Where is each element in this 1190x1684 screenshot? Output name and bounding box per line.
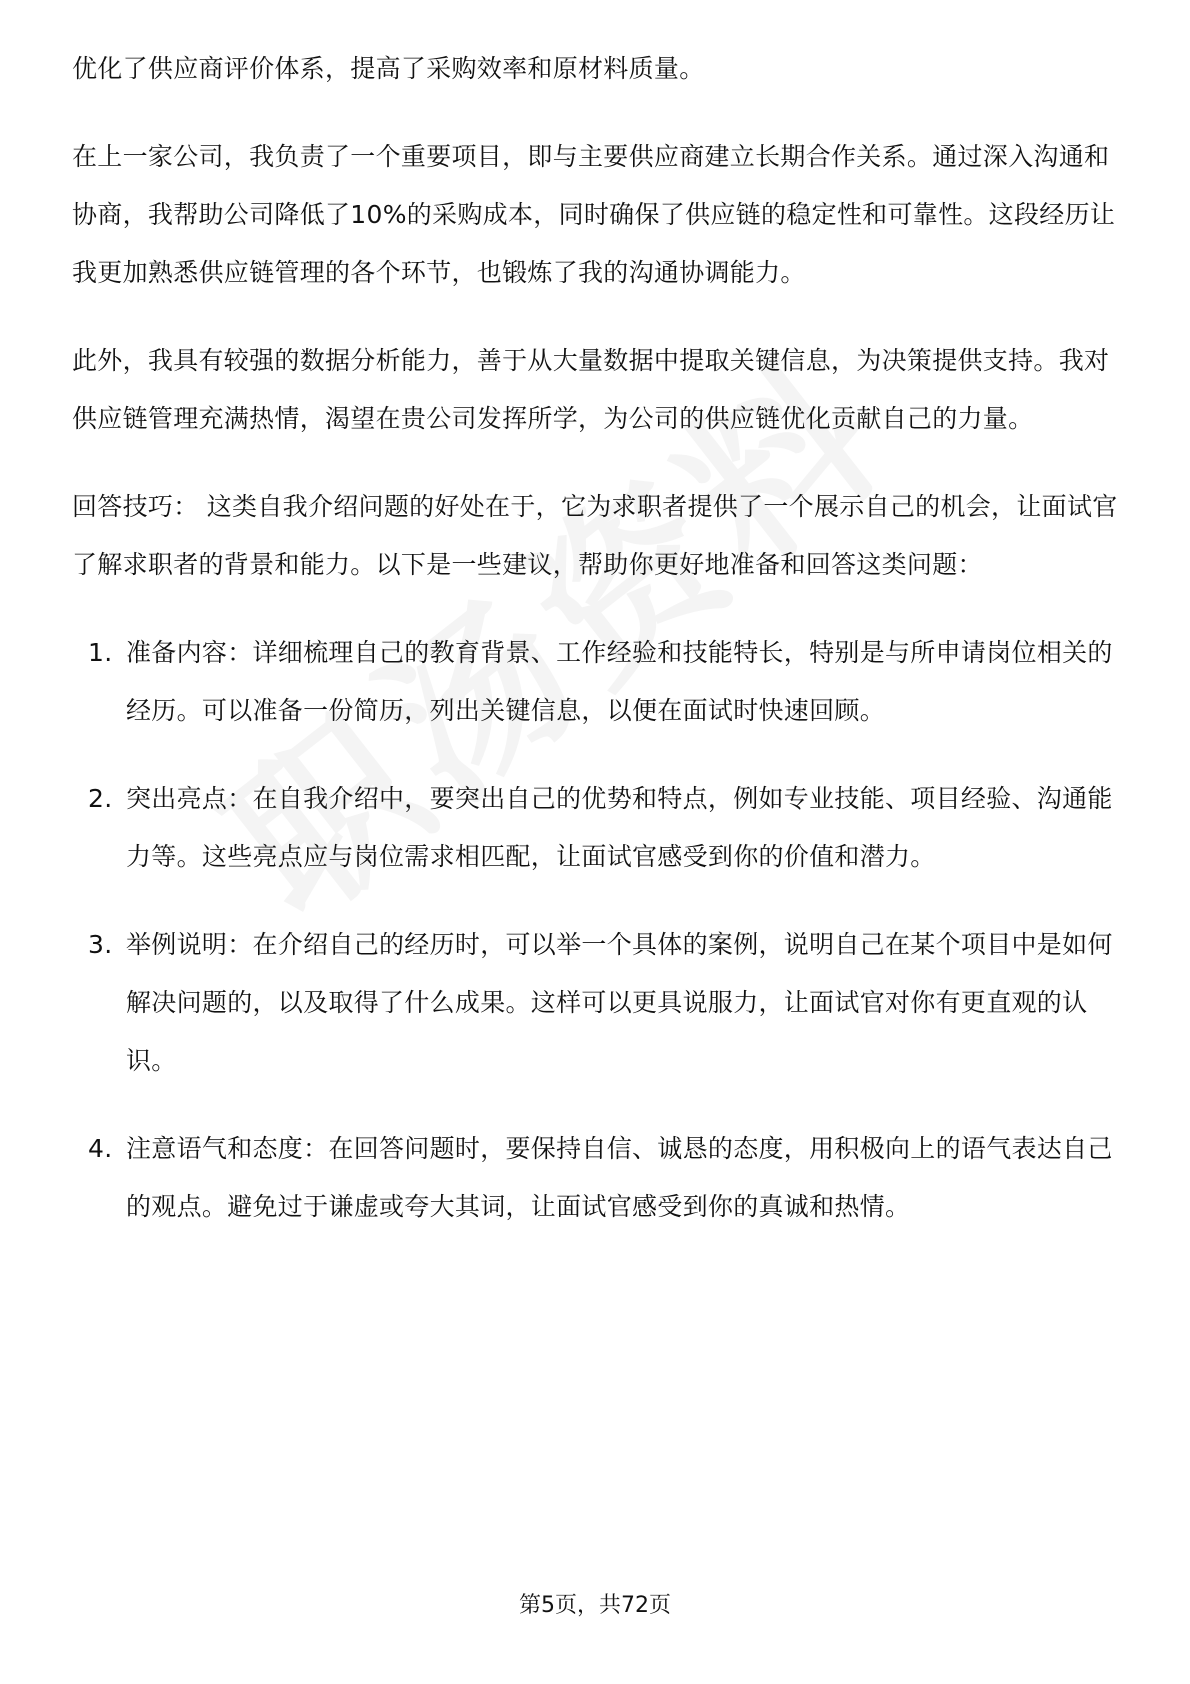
list-item	[72, 916, 1122, 1090]
paragraph-data-analysis: 此外，我具有较强的数据分析能力，善于从大量数据中提取关键信息，为决策提供支持。我对供应链管理充满热情，渴望在贵公司发挥所学，为公司的供应链优化贡献自己的力量。	[72, 346, 1110, 433]
list-item	[72, 624, 1122, 740]
list-item	[72, 770, 1122, 886]
list-item-text: 突出亮点：在自我介绍中，要突出自己的优势和特点，例如专业技能、项目经验、沟通能力等。这些亮点应与岗位需求相匹配，让面试官感受到你的价值和潜力。	[126, 784, 1113, 871]
list-item-text: 举例说明：在介绍自己的经历时，可以举一个具体的案例，说明自己在某个项目中是如何解决问题的，以及取得了什么成果。这样可以更具说服力，让面试官对你有更直观的认识。	[126, 930, 1113, 1075]
paragraph-supplier-evaluation: 优化了供应商评价体系，提高了采购效率和原材料质量。	[72, 54, 705, 83]
list-item-number: 2.	[88, 784, 113, 813]
list-item-number: 4.	[88, 1134, 113, 1163]
list-item-text: 注意语气和态度：在回答问题时，要保持自信、诚恳的态度，用积极向上的语气表达自己的观点。避免过于谦虚或夸大其词，让面试官感受到你的真诚和热情。	[126, 1134, 1113, 1221]
tips-list	[72, 624, 1122, 1236]
page-number-footer: 第5页，共72页	[519, 1593, 671, 1618]
paragraph-previous-project: 在上一家公司，我负责了一个重要项目，即与主要供应商建立长期合作关系。通过深入沟通和协商，我帮助公司降低了10%的采购成本，同时确保了供应链的稳定性和可靠性。这段经历让我更加熟悉供应链管理的各个环节，也锻炼了我的沟通协调能力。	[72, 142, 1116, 287]
document-body	[72, 40, 1122, 1266]
paragraph-answer-tips: 回答技巧： 这类自我介绍问题的好处在于，它为求职者提供了一个展示自己的机会，让面试官了解求职者的背景和能力。以下是一些建议，帮助你更好地准备和回答这类问题：	[72, 492, 1118, 579]
list-item-text: 准备内容：详细梳理自己的教育背景、工作经验和技能特长，特别是与所申请岗位相关的经历。可以准备一份简历，列出关键信息，以便在面试时快速回顾。	[126, 638, 1113, 725]
list-item-number: 1.	[88, 638, 113, 667]
list-item-number: 3.	[88, 930, 113, 959]
list-item	[72, 1120, 1122, 1236]
